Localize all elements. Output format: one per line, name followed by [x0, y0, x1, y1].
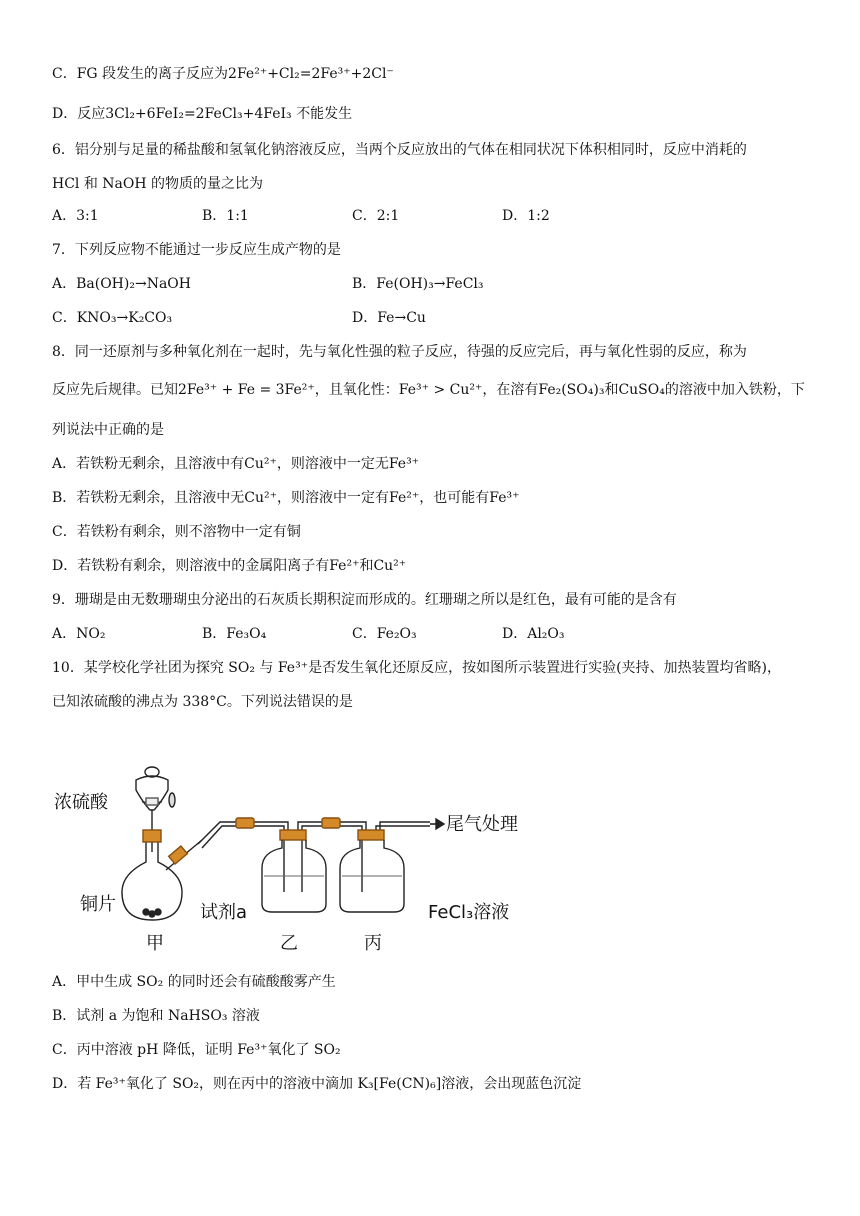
label-copper-sheet: 铜片 [80, 894, 116, 915]
q6-option-d: D．1:2 [502, 208, 550, 224]
q6-option-a: A．3:1 [52, 208, 99, 224]
q6-option-b: B．1:1 [202, 208, 249, 224]
q8-stem-line2: 反应先后规律。已知2Fe³⁺ + Fe = 3Fe²⁺，且氧化性：Fe³⁺ > Cu²⁺，在溶有Fe₂(SO₄)₃和CuSO₄的溶液中加入铁粉，下 [52, 382, 805, 398]
q8-option-b: B．若铁粉无剩余，且溶液中无Cu²⁺，则溶液中一定有Fe²⁺，也可能有Fe³⁺ [52, 490, 520, 506]
q9-option-a: A．NO₂ [52, 626, 106, 642]
q10-option-d: D．若 Fe³⁺氧化了 SO₂，则在丙中的溶液中滴加 K₃[Fe(CN)₆]溶液，会出现蓝色沉淀 [52, 1076, 582, 1092]
q9-option-d: D．Al₂O₃ [502, 626, 565, 642]
option-c-fg-segment: C．FG 段发生的离子反应为2Fe²⁺+Cl₂=2Fe³⁺+2Cl⁻ [52, 66, 394, 82]
q10-option-a: A．甲中生成 SO₂ 的同时还会有硫酸酸雾产生 [52, 974, 336, 990]
q7-option-c: C．KNO₃→K₂CO₃ [52, 310, 173, 326]
q10-stem-line1: 10．某学校化学社团为探究 SO₂ 与 Fe³⁺是否发生氧化还原反应，按如图所示装置进行实验(夹持、加热装置均省略)， [52, 660, 782, 676]
q8-option-c: C．若铁粉有剩余，则不溶物中一定有铜 [52, 524, 301, 540]
q7-option-d: D．Fe→Cu [352, 310, 426, 326]
q10-stem-line2: 已知浓硫酸的沸点为 338°C。下列说法错误的是 [52, 694, 353, 710]
option-d-reaction: D．反应3Cl₂+6FeI₂=2FeCl₃+4FeI₃ 不能发生 [52, 106, 353, 122]
apparatus-diagram [50, 752, 530, 962]
q9-stem: 9．珊瑚是由无数珊瑚虫分泌出的石灰质长期积淀而形成的。红珊瑚之所以是红色，最有可能的是含有 [52, 592, 677, 608]
label-fecl3-solution: FeCl₃溶液 [428, 902, 510, 923]
q7-option-b: B．Fe(OH)₃→FeCl₃ [352, 276, 484, 292]
q6-stem-line2: HCl 和 NaOH 的物质的量之比为 [52, 176, 264, 192]
wash-bottle-bing [340, 830, 404, 912]
wash-bottle-yi [262, 830, 326, 912]
q8-stem-line3: 列说法中正确的是 [52, 422, 164, 438]
q6-stem-line1: 6．铝分别与足量的稀盐酸和氢氧化钠溶液反应，当两个反应放出的气体在相同状况下体积相同时，反应中消耗的 [52, 142, 747, 158]
q10-option-b: B．试剂 a 为饱和 NaHSO₃ 溶液 [52, 1008, 260, 1024]
label-tail-gas: 尾气处理 [446, 814, 518, 835]
q8-option-d: D．若铁粉有剩余，则溶液中的金属阳离子有Fe²⁺和Cu²⁺ [52, 558, 407, 574]
q6-option-c: C．2:1 [352, 208, 400, 224]
label-conc-sulfuric-acid: 浓硫酸 [54, 792, 108, 813]
label-jia: 甲 [146, 933, 164, 954]
label-yi: 乙 [280, 933, 298, 954]
round-bottom-flask [122, 830, 202, 920]
q7-option-a: A．Ba(OH)₂→NaOH [52, 276, 191, 292]
q9-option-c: C．Fe₂O₃ [352, 626, 417, 642]
label-reagent-a: 试剂a [200, 902, 248, 923]
q7-stem: 7．下列反应物不能通过一步反应生成产物的是 [52, 242, 341, 258]
q8-option-a: A．若铁粉无剩余，且溶液中有Cu²⁺，则溶液中一定无Fe³⁺ [52, 456, 420, 472]
label-bing: 丙 [364, 933, 382, 954]
q8-stem-line1: 8．同一还原剂与多种氧化剂在一起时，先与氧化性强的粒子反应，待强的反应完后，再与氧化性弱的反应，称为 [52, 344, 747, 360]
q10-option-c: C．丙中溶液 pH 降低，证明 Fe³⁺氧化了 SO₂ [52, 1042, 341, 1058]
q9-option-b: B．Fe₃O₄ [202, 626, 267, 642]
